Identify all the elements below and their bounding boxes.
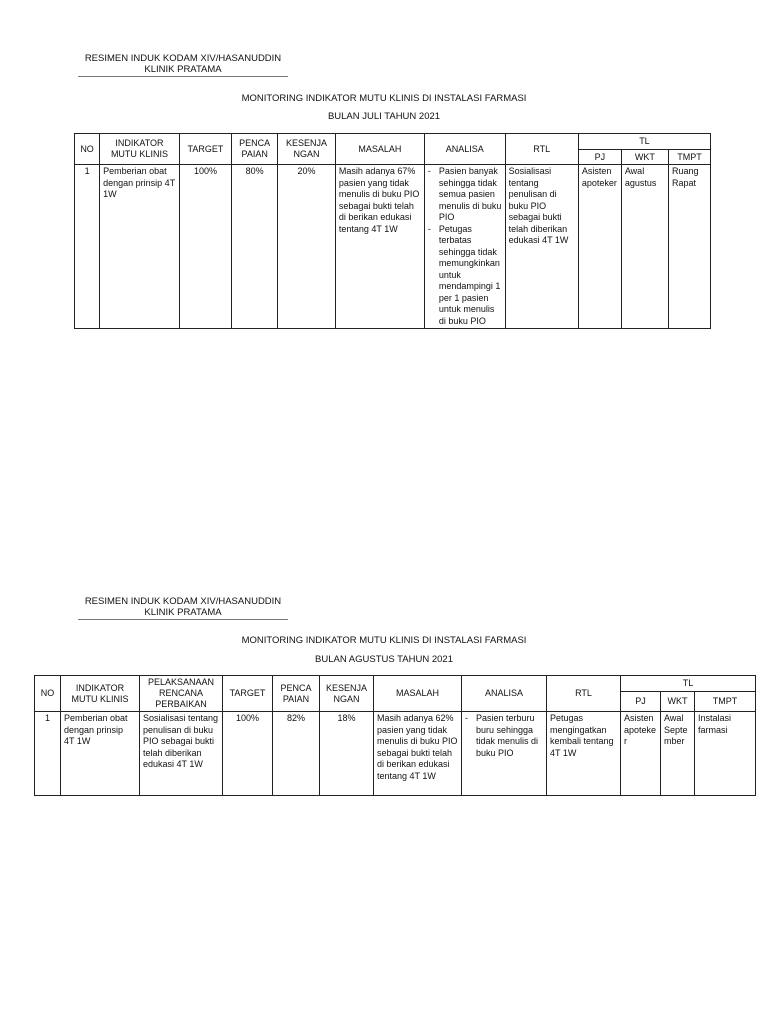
cell-pj: Asisten apoteker (578, 165, 621, 329)
col-header-tl: TL (621, 676, 756, 692)
col-header-no: NO (75, 134, 100, 165)
report-title: MONITORING INDIKATOR MUTU KLINIS DI INSTALASI FARMASI (241, 93, 527, 104)
institution-name: RESIMEN INDUK KODAM XIV/HASANUDDIN (84, 596, 282, 607)
clinic-name: KLINIK PRATAMA (78, 607, 288, 620)
report-title: MONITORING INDIKATOR MUTU KLINIS DI INSTALASI FARMASI (241, 635, 527, 646)
cell-pelaksanaan: Sosialisasi tentang penulisan di buku PIO sebagai bukti telah diberikan edukasi 4T 1W (140, 712, 223, 796)
table-row (35, 712, 756, 796)
cell-analisa (424, 165, 505, 329)
col-header-analisa: ANALISA (424, 134, 505, 165)
col-header-masalah: MASALAH (374, 676, 462, 712)
analisa-item: - Pasien banyak sehingga tidak semua pasien menulis di buku PIO (428, 166, 502, 224)
institution-header (78, 53, 288, 77)
col-header-indikator: INDIKATOR MUTU KLINIS (61, 676, 140, 712)
col-header-analisa: ANALISA (462, 676, 547, 712)
institution-name: RESIMEN INDUK KODAM XIV/HASANUDDIN (84, 53, 282, 64)
col-header-tmpt: TMPT (695, 692, 756, 712)
col-header-target: TARGET (223, 676, 273, 712)
col-header-masalah: MASALAH (335, 134, 424, 165)
col-header-no: NO (35, 676, 61, 712)
cell-wkt: Awal September (661, 712, 695, 796)
col-header-tmpt: TMPT (668, 150, 710, 165)
col-header-kesenjangan: KESENJA NGAN (278, 134, 336, 165)
cell-masalah: Masih adanya 62% pasien yang tidak menulis di buku PIO sebagai bukti telah di berikan edukasi tentang 4T 1W (374, 712, 462, 796)
col-header-rtl: RTL (505, 134, 578, 165)
cell-rtl: Petugas mengingatkan kembali tentang 4T 1W (547, 712, 621, 796)
col-header-pencapaian: PENCA PAIAN (273, 676, 320, 712)
cell-wkt: Awal agustus (621, 165, 668, 329)
institution-header (78, 596, 288, 620)
col-header-pj: PJ (578, 150, 621, 165)
cell-kesenjangan: 18% (320, 712, 374, 796)
col-header-wkt: WKT (661, 692, 695, 712)
col-header-tl: TL (578, 134, 710, 150)
cell-masalah: Masih adanya 67% pasien yang tidak menulis di buku PIO sebagai bukti telah di berikan edukasi tentang 4T 1W (335, 165, 424, 329)
col-header-pencapaian: PENCA PAIAN (232, 134, 278, 165)
cell-pencapaian: 80% (232, 165, 278, 329)
table-row (75, 165, 711, 329)
monitoring-table-july (74, 133, 711, 329)
analisa-item: - Pasien terburu buru sehingga tidak menulis di buku PIO (465, 713, 543, 759)
cell-no: 1 (75, 165, 100, 329)
cell-analisa (462, 712, 547, 796)
cell-tmpt: Ruang Rapat (668, 165, 710, 329)
analisa-item: - Petugas terbatas sehingga tidak memungkinkan untuk mendampingi 1 per 1 pasien untuk menulis di buku PIO (428, 224, 502, 328)
clinic-name: KLINIK PRATAMA (78, 64, 288, 77)
col-header-pelaksanaan: PELAKSANAAN RENCANA PERBAIKAN (140, 676, 223, 712)
cell-indikator: Pemberian obat dengan prinsip 4T 1W (100, 165, 180, 329)
col-header-kesenjangan: KESENJA NGAN (320, 676, 374, 712)
col-header-wkt: WKT (621, 150, 668, 165)
cell-kesenjangan: 20% (278, 165, 336, 329)
cell-target: 100% (223, 712, 273, 796)
col-header-target: TARGET (179, 134, 231, 165)
monitoring-table-august (34, 675, 756, 796)
col-header-pj: PJ (621, 692, 661, 712)
cell-pencapaian: 82% (273, 712, 320, 796)
cell-pj: Asisten apoteker (621, 712, 661, 796)
col-header-rtl: RTL (547, 676, 621, 712)
cell-target: 100% (179, 165, 231, 329)
cell-tmpt: Instalasi farmasi (695, 712, 756, 796)
cell-rtl: Sosialisasi tentang penulisan di buku PIO sebagai bukti telah diberikan edukasi 4T 1W (505, 165, 578, 329)
report-period: BULAN AGUSTUS TAHUN 2021 (315, 654, 453, 665)
report-period: BULAN JULI TAHUN 2021 (327, 111, 441, 122)
cell-no: 1 (35, 712, 61, 796)
cell-indikator: Pemberian obat dengan prinsip 4T 1W (61, 712, 140, 796)
col-header-indikator: INDIKATOR MUTU KLINIS (100, 134, 180, 165)
